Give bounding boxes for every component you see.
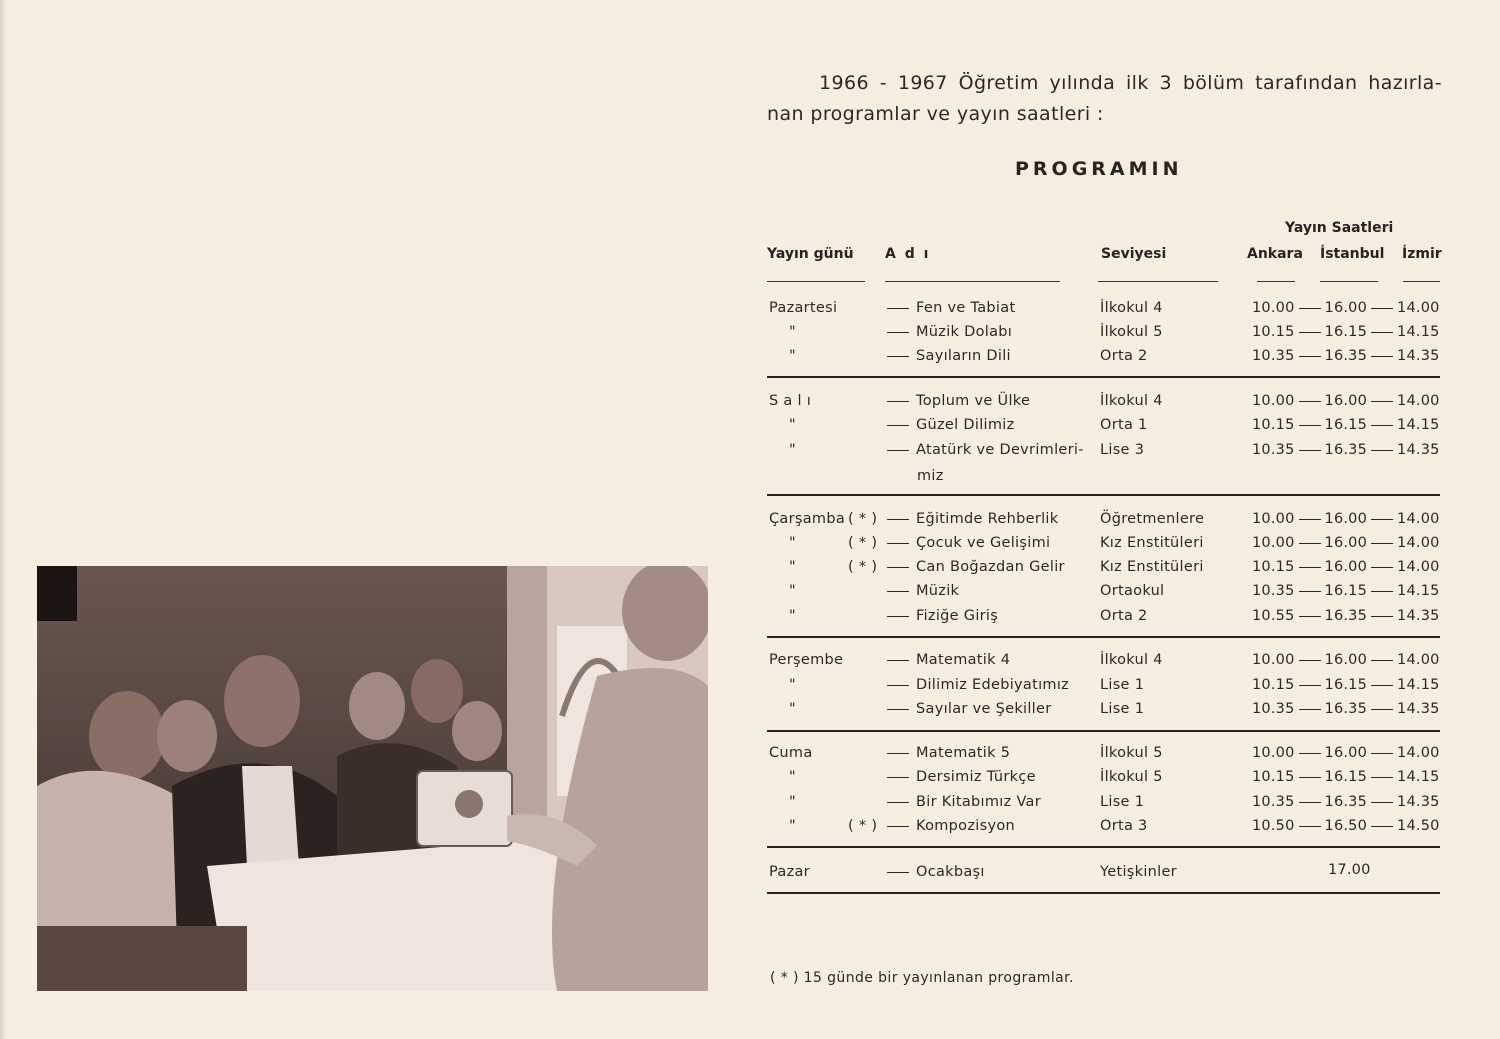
row-name-dash [887, 567, 909, 568]
row-name [887, 393, 1030, 409]
time-izmir: 14.35 [1397, 608, 1440, 624]
page-fold-shadow [0, 0, 6, 1039]
header-underline-name [885, 281, 1060, 282]
row-day: " [789, 769, 796, 785]
time-istanbul: 16.00 [1324, 745, 1368, 761]
time-istanbul: 16.00 [1324, 652, 1368, 668]
time-dash [1371, 356, 1393, 357]
time-istanbul: 16.15 [1324, 583, 1368, 599]
row-day: Pazar [769, 864, 810, 880]
row-name-text: Müzik Dolabı [916, 324, 1013, 340]
row-day: " [789, 417, 796, 433]
row-level: İlkokul 4 [1100, 393, 1163, 409]
header-broadcast-hours: Yayın Saatleri [1285, 220, 1394, 236]
header-underline-day [767, 281, 865, 282]
time-izmir: 14.00 [1397, 559, 1440, 575]
row-name-text: Bir Kitabımız Var [916, 794, 1042, 810]
time-izmir: 14.50 [1397, 818, 1440, 834]
time-dash [1299, 332, 1321, 333]
row-name-text: Kompozisyon [916, 818, 1015, 834]
row-day: Pazartesi [769, 300, 838, 316]
row-times [1252, 745, 1440, 761]
row-name-dash [887, 543, 909, 544]
row-name-text: Dersimiz Türkçe [916, 769, 1036, 785]
row-name [887, 818, 1015, 834]
header-underline-izmir [1403, 281, 1440, 282]
time-ankara: 10.35 [1252, 701, 1295, 717]
time-ankara: 10.15 [1252, 417, 1295, 433]
row-name [887, 442, 1084, 458]
row-name [887, 324, 1012, 340]
row-name-dash [887, 519, 909, 520]
time-dash [1299, 356, 1321, 357]
row-day: " [789, 701, 796, 717]
time-dash [1299, 450, 1321, 451]
row-time-single: 17.00 [1328, 862, 1371, 878]
row-level: Orta 3 [1100, 818, 1148, 834]
header-istanbul: İstanbul [1320, 246, 1385, 262]
time-dash [1371, 543, 1393, 544]
time-dash [1299, 685, 1321, 686]
group-rule [767, 846, 1440, 848]
intro-paragraph [767, 68, 1442, 130]
time-izmir: 14.00 [1397, 393, 1440, 409]
header-name: A d ı [885, 246, 931, 262]
row-name-dash [887, 753, 909, 754]
row-name-text: Güzel Dilimiz [916, 417, 1015, 433]
row-name-dash [887, 401, 909, 402]
row-name [887, 769, 1036, 785]
row-name-dash [887, 777, 909, 778]
row-name [887, 701, 1052, 717]
row-level: İlkokul 5 [1100, 324, 1163, 340]
row-times [1252, 348, 1440, 364]
row-times [1252, 769, 1440, 785]
time-ankara: 10.00 [1252, 511, 1295, 527]
time-izmir: 14.15 [1397, 417, 1440, 433]
time-dash [1299, 777, 1321, 778]
group-rule [767, 376, 1440, 378]
row-day: " [789, 535, 796, 551]
time-dash [1299, 401, 1321, 402]
row-name [887, 511, 1058, 527]
row-level: Ortaokul [1100, 583, 1165, 599]
row-name-text: Matematik 4 [916, 652, 1011, 668]
time-ankara: 10.00 [1252, 300, 1295, 316]
row-name-dash [887, 591, 909, 592]
time-dash [1371, 753, 1393, 754]
time-dash [1299, 425, 1321, 426]
row-day: S a l ı [769, 393, 812, 409]
time-ankara: 10.00 [1252, 393, 1295, 409]
time-dash [1299, 660, 1321, 661]
group-rule [767, 730, 1440, 732]
group-rule [767, 494, 1440, 496]
row-name-dash [887, 826, 909, 827]
intro-line-1: 1966 - 1967 Öğretim yılında ilk 3 bölüm tarafından hazırla- [819, 72, 1442, 94]
time-istanbul: 16.35 [1324, 701, 1368, 717]
time-dash [1299, 567, 1321, 568]
time-dash [1371, 401, 1393, 402]
time-ankara: 10.35 [1252, 794, 1295, 810]
time-izmir: 14.35 [1397, 701, 1440, 717]
time-istanbul: 16.00 [1324, 535, 1368, 551]
row-day: " [789, 442, 796, 458]
row-name [887, 559, 1065, 575]
time-izmir: 14.35 [1397, 348, 1440, 364]
row-biweekly-mark: ( * ) [848, 818, 878, 834]
time-istanbul: 16.00 [1324, 511, 1368, 527]
group-rule [767, 892, 1440, 894]
time-ankara: 10.50 [1252, 818, 1295, 834]
time-dash [1299, 826, 1321, 827]
row-name [887, 608, 998, 624]
row-level: Lise 1 [1100, 701, 1145, 717]
row-name-text: Eğitimde Rehberlik [916, 511, 1059, 527]
time-istanbul: 16.35 [1324, 348, 1368, 364]
photo-radio-listeners [37, 566, 708, 991]
time-dash [1371, 591, 1393, 592]
time-dash [1371, 308, 1393, 309]
time-ankara: 10.00 [1252, 745, 1295, 761]
row-times [1252, 393, 1440, 409]
row-day: " [789, 348, 796, 364]
time-dash [1371, 709, 1393, 710]
time-dash [1299, 753, 1321, 754]
time-dash [1371, 802, 1393, 803]
time-istanbul: 16.15 [1324, 417, 1368, 433]
time-ankara: 10.15 [1252, 559, 1295, 575]
row-times [1252, 300, 1440, 316]
row-name-text: Dilimiz Edebiyatımız [916, 677, 1070, 693]
time-izmir: 14.15 [1397, 583, 1440, 599]
header-level: Seviyesi [1101, 246, 1167, 262]
row-level: İlkokul 4 [1100, 652, 1163, 668]
group-rule [767, 636, 1440, 638]
time-dash [1371, 332, 1393, 333]
time-dash [1299, 308, 1321, 309]
time-istanbul: 16.00 [1324, 393, 1368, 409]
time-istanbul: 16.15 [1324, 769, 1368, 785]
header-ankara: Ankara [1247, 246, 1303, 262]
time-dash [1371, 826, 1393, 827]
time-dash [1371, 519, 1393, 520]
time-izmir: 14.15 [1397, 324, 1440, 340]
row-level: Yetişkinler [1100, 864, 1177, 880]
row-level: Lise 3 [1100, 442, 1145, 458]
time-istanbul: 16.35 [1324, 442, 1368, 458]
time-ankara: 10.00 [1252, 652, 1295, 668]
time-ankara: 10.55 [1252, 608, 1295, 624]
time-istanbul: 16.50 [1324, 818, 1368, 834]
row-times [1252, 535, 1440, 551]
header-izmir: İzmir [1402, 246, 1442, 262]
time-izmir: 14.00 [1397, 511, 1440, 527]
row-times [1252, 583, 1440, 599]
time-istanbul: 16.15 [1324, 324, 1368, 340]
row-day: " [789, 583, 796, 599]
row-name-text: Fen ve Tabiat [916, 300, 1016, 316]
row-name-dash [887, 660, 909, 661]
header-underline-istanbul [1320, 281, 1378, 282]
time-dash [1299, 519, 1321, 520]
time-istanbul: 16.15 [1324, 677, 1368, 693]
row-biweekly-mark: ( * ) [848, 559, 878, 575]
time-dash [1371, 777, 1393, 778]
time-izmir: 14.15 [1397, 677, 1440, 693]
row-name-text: Can Boğazdan Gelir [916, 559, 1065, 575]
row-times [1252, 818, 1440, 834]
time-izmir: 14.00 [1397, 535, 1440, 551]
row-day: Perşembe [769, 652, 844, 668]
row-day: " [789, 794, 796, 810]
time-istanbul: 16.00 [1324, 300, 1368, 316]
row-name-dash [887, 332, 909, 333]
row-name-dash [887, 802, 909, 803]
row-level: İlkokul 4 [1100, 300, 1163, 316]
row-name-dash [887, 425, 909, 426]
row-level: Orta 2 [1100, 608, 1148, 624]
row-biweekly-mark: ( * ) [848, 535, 878, 551]
time-ankara: 10.00 [1252, 535, 1295, 551]
row-level: İlkokul 5 [1100, 769, 1163, 785]
row-level: Orta 1 [1100, 417, 1148, 433]
row-times [1252, 511, 1440, 527]
time-ankara: 10.15 [1252, 769, 1295, 785]
row-name [887, 300, 1015, 316]
row-level: Öğretmenlere [1100, 511, 1205, 527]
row-day: Cuma [769, 745, 813, 761]
row-name [887, 794, 1041, 810]
row-name-dash [887, 356, 909, 357]
row-name-dash [887, 308, 909, 309]
time-istanbul: 16.35 [1324, 794, 1368, 810]
row-name-text: Çocuk ve Gelişimi [916, 535, 1051, 551]
row-name-dash [887, 616, 909, 617]
row-level: İlkokul 5 [1100, 745, 1163, 761]
row-times [1252, 608, 1440, 624]
row-name [887, 677, 1069, 693]
time-dash [1371, 450, 1393, 451]
row-day: " [789, 608, 796, 624]
row-name [887, 583, 959, 599]
row-name-text: Atatürk ve Devrimleri- [916, 442, 1084, 458]
row-name-text: Sayılar ve Şekiller [916, 701, 1052, 717]
row-name-text: Toplum ve Ülke [916, 393, 1031, 409]
row-name [887, 535, 1050, 551]
time-dash [1299, 543, 1321, 544]
time-izmir: 14.00 [1397, 300, 1440, 316]
time-izmir: 14.35 [1397, 794, 1440, 810]
header-underline-ankara [1257, 281, 1295, 282]
time-dash [1371, 685, 1393, 686]
time-izmir: 14.15 [1397, 769, 1440, 785]
time-izmir: 14.35 [1397, 442, 1440, 458]
row-name-text: Ocakbaşı [916, 864, 985, 880]
row-times [1252, 677, 1440, 693]
row-day: " [789, 818, 796, 834]
time-ankara: 10.15 [1252, 677, 1295, 693]
time-dash [1371, 660, 1393, 661]
row-day: Çarşamba [769, 511, 846, 527]
row-day: " [789, 559, 796, 575]
time-dash [1299, 591, 1321, 592]
row-level: Lise 1 [1100, 794, 1145, 810]
time-dash [1299, 802, 1321, 803]
row-name [887, 652, 1010, 668]
row-biweekly-mark: ( * ) [848, 511, 878, 527]
header-day: Yayın günü [767, 246, 854, 262]
time-izmir: 14.00 [1397, 652, 1440, 668]
table-title: PROGRAMIN [1015, 158, 1183, 180]
intro-line-2: nan programlar ve yayın saatleri : [767, 103, 1104, 125]
row-times [1252, 417, 1440, 433]
row-times [1252, 324, 1440, 340]
time-dash [1299, 709, 1321, 710]
row-name-text: Müzik [916, 583, 960, 599]
row-times [1252, 652, 1440, 668]
time-dash [1299, 616, 1321, 617]
time-istanbul: 16.00 [1324, 559, 1368, 575]
row-name-text: Fiziğe Giriş [916, 608, 999, 624]
row-name [887, 864, 985, 880]
time-izmir: 14.00 [1397, 745, 1440, 761]
time-dash [1371, 616, 1393, 617]
row-level: Kız Enstitüleri [1100, 535, 1204, 551]
row-name-dash [887, 872, 909, 873]
row-level: Lise 1 [1100, 677, 1145, 693]
row-times [1252, 442, 1440, 458]
row-name-dash [887, 685, 909, 686]
row-name [887, 745, 1010, 761]
time-ankara: 10.35 [1252, 442, 1295, 458]
time-ankara: 10.15 [1252, 324, 1295, 340]
time-dash [1371, 567, 1393, 568]
row-name [887, 417, 1015, 433]
time-istanbul: 16.35 [1324, 608, 1368, 624]
row-name-text: Sayıların Dili [916, 348, 1011, 364]
row-times [1252, 701, 1440, 717]
row-name-text: Matematik 5 [916, 745, 1011, 761]
row-day: " [789, 677, 796, 693]
row-level: Orta 2 [1100, 348, 1148, 364]
row-name [887, 348, 1011, 364]
row-level: Kız Enstitüleri [1100, 559, 1204, 575]
row-name-dash [887, 450, 909, 451]
header-underline-level [1098, 281, 1218, 282]
row-name-dash [887, 709, 909, 710]
time-dash [1371, 425, 1393, 426]
row-times [1252, 794, 1440, 810]
time-ankara: 10.35 [1252, 583, 1295, 599]
row-day: " [789, 324, 796, 340]
time-ankara: 10.35 [1252, 348, 1295, 364]
row-times [1252, 559, 1440, 575]
row-name-continued: miz [917, 468, 944, 484]
footnote: ( * ) 15 günde bir yayınlanan programlar. [770, 970, 1074, 986]
